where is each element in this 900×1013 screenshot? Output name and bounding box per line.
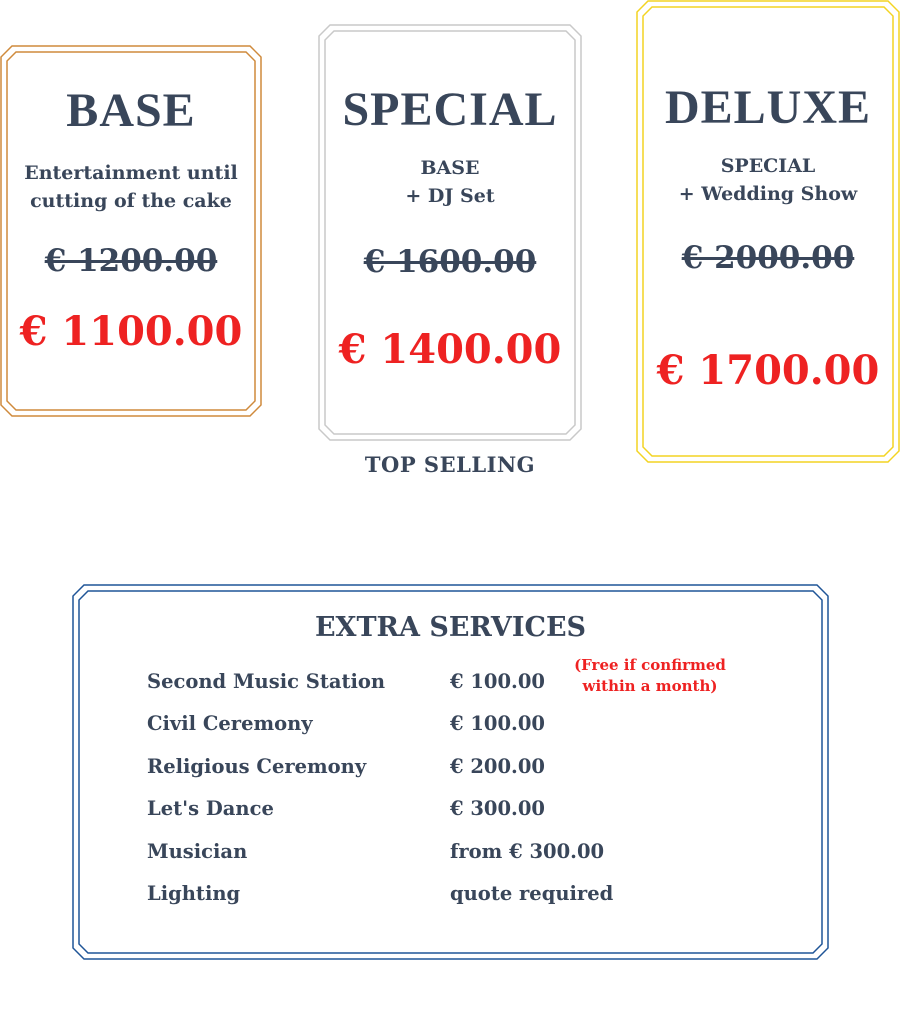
service-name: Second Music Station — [147, 670, 386, 693]
service-row — [72, 840, 829, 870]
note-line: (Free if confirmed — [574, 656, 726, 674]
package-card-base — [0, 45, 262, 417]
discounted-price: € 1400.00 — [338, 326, 562, 373]
original-price: € 2000.00 — [681, 240, 855, 276]
extras-title: EXTRA SERVICES — [314, 612, 587, 643]
package-description — [636, 152, 900, 208]
free-offer-note — [560, 655, 740, 697]
service-price: € 200.00 — [450, 755, 545, 778]
service-name: Religious Ceremony — [147, 755, 367, 778]
description-line: SPECIAL — [720, 155, 816, 177]
service-row — [72, 797, 829, 827]
package-description — [0, 159, 262, 215]
package-description — [318, 154, 582, 210]
description-line: BASE — [420, 157, 480, 179]
description-line: Entertainment until — [24, 162, 238, 184]
service-name: Let's Dance — [147, 797, 274, 820]
service-row — [72, 755, 829, 785]
service-row — [72, 712, 829, 742]
original-price: € 1600.00 — [363, 244, 537, 280]
description-line: + Wedding Show — [678, 183, 858, 205]
package-card-deluxe — [636, 0, 900, 463]
discounted-price: € 1100.00 — [19, 308, 243, 355]
description-line: + DJ Set — [405, 185, 495, 207]
service-price: € 100.00 — [450, 670, 545, 693]
service-name: Civil Ceremony — [147, 712, 313, 735]
service-price: € 100.00 — [450, 712, 545, 735]
service-price: € 300.00 — [450, 797, 545, 820]
top-selling-label: TOP SELLING — [364, 452, 536, 477]
service-name: Musician — [147, 840, 248, 863]
original-price: € 1200.00 — [44, 243, 218, 279]
extra-services-panel — [72, 584, 829, 960]
package-title: DELUXE — [664, 81, 872, 134]
service-name: Lighting — [147, 882, 241, 905]
discounted-price: € 1700.00 — [656, 347, 880, 394]
service-price: from € 300.00 — [450, 840, 605, 863]
service-row — [72, 882, 829, 912]
package-card-special — [318, 24, 582, 441]
package-title: BASE — [66, 84, 196, 137]
description-line: cutting of the cake — [30, 190, 232, 212]
note-line: within a month) — [582, 677, 718, 695]
service-price: quote required — [450, 882, 614, 905]
package-title: SPECIAL — [342, 83, 558, 136]
